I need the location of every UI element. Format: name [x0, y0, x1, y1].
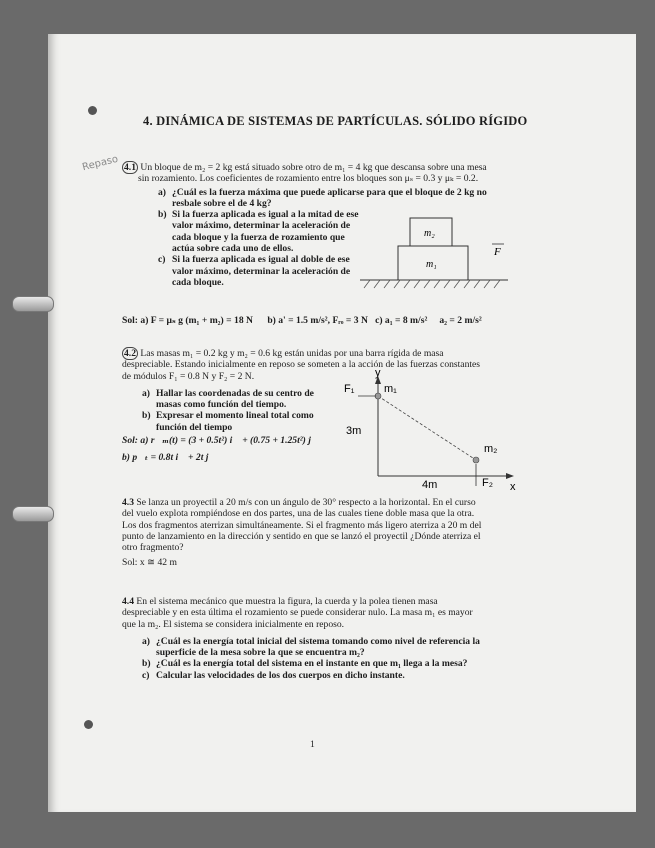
masses-figure — [338, 368, 518, 490]
item-label: a) — [142, 635, 150, 647]
solution-4-3: Sol: x ≅ 42 m — [122, 557, 177, 569]
binder-ring-top — [12, 296, 54, 312]
question-line: valor máximo, determinar la aceleración de — [172, 265, 351, 277]
question-line: ¿Cuál es la energía total del sistema en el instante en que m₁ llega a la mesa? — [156, 658, 468, 670]
section-title: 4. DINÁMICA DE SISTEMAS DE PARTÍCULAS. SÓLIDO RÍGIDO — [143, 114, 528, 128]
item-label: c) — [158, 254, 166, 266]
label-F1: F₁ — [344, 383, 355, 395]
question-line: Si la fuerza aplicada es igual al doble de ese — [172, 254, 350, 266]
binder-ring-bottom — [12, 506, 54, 522]
label-4m: 4m — [422, 479, 438, 490]
question-line: Expresar el momento lineal total como — [156, 410, 314, 422]
question-line: Si la fuerza aplicada es igual a la mitad de ese — [172, 209, 359, 221]
problem-line: despreciable y en esta última el rozamiento se puede considerar nulo. La masa m₁ es mayor — [122, 607, 473, 619]
page-number: 1 — [310, 739, 315, 750]
axis-label-x: x — [510, 481, 516, 490]
problem-intro-line: sin rozamiento. Los coeficientes de rozamiento entre los bloques son μₛ = 0.3 y μₖ = 0.2. — [138, 173, 479, 185]
problem-line: En el sistema mecánico que muestra la figura, la cuerda y la polea tienen masa — [136, 596, 438, 607]
problem-4-4 — [122, 596, 584, 681]
problem-line: punto de lanzamiento en la dirección y sentido en que se lanzó el proyectil ¿Dónde aterriza el — [122, 530, 481, 542]
punch-hole-top — [88, 106, 97, 115]
solution-4-1: Sol: a) F = μₛ g (m₁ + m₂) = 18 N b) a' = 1.5 m/s², Fᵣₒ = 3 N c) a₁ = 8 m/s² a₂ = 2 m/s² — [122, 315, 482, 326]
solution-4-2-b: b) p⃗ₜ = 0.8t i⃗ + 2t j⃗ — [122, 452, 216, 464]
problem-line: otro fragmento? — [122, 542, 184, 554]
mass-m2 — [473, 457, 479, 463]
question-line: ¿Cuál es la fuerza máxima que puede aplicarse para que el bloque de 2 kg no — [172, 186, 487, 198]
question-line: resbale sobre el de 4 kg? — [172, 197, 272, 209]
item-label: c) — [142, 669, 150, 681]
ground-hatching — [364, 280, 500, 288]
problem-number: 4.3 — [122, 497, 134, 508]
label-m2: m₂ — [424, 228, 435, 239]
label-m1: m₁ — [426, 259, 437, 270]
question-line: función del tiempo — [156, 421, 233, 433]
question-line: cada bloque y la fuerza de rozamiento que — [172, 231, 345, 243]
problem-intro-line: Las masas m₁ = 0.2 kg y m₂ = 0.6 kg están unidas por una barra rígida de masa — [140, 348, 444, 359]
label-F2: F₂ — [482, 477, 493, 489]
blocks-figure — [358, 210, 518, 300]
problem-intro-line: Un bloque de m₂ = 2 kg está situado sobre otro de m₁ = 4 kg que descansa sobre una mesa — [140, 162, 487, 173]
paper-sheet — [48, 34, 636, 812]
punch-hole-bottom — [84, 720, 93, 729]
problem-number: 4.1 — [124, 162, 136, 173]
label-force-F: F — [494, 246, 501, 258]
problem-intro-line: despreciable. Estando inicialmente en reposo se someten a la acción de las fuerzas constantes — [122, 359, 481, 371]
question-line: Calcular las velocidades de los dos cuerpos en dicho instante. — [156, 669, 405, 681]
axis-label-y: y — [375, 368, 381, 379]
item-label: b) — [142, 658, 151, 670]
x-axis-arrow — [506, 473, 514, 479]
question-line: superficie de la mesa sobre la que se encuentra m₂? — [156, 647, 365, 659]
problem-intro-line: de módulos F₁ = 0.8 N y F₂ = 2 N. — [122, 370, 255, 382]
problem-4-3 — [122, 497, 584, 569]
problem-line: Se lanza un proyectil a 20 m/s con un ángulo de 30° respecto a la horizontal. En el curso — [136, 497, 476, 508]
problem-number: 4.4 — [122, 596, 134, 607]
item-label: a) — [142, 387, 150, 399]
question-line: masas como función del tiempo. — [156, 399, 287, 411]
handwritten-note: Repaso — [81, 153, 120, 174]
problem-line: Los dos fragmentos aterrizan simultáneamente. Si el fragmento más ligero aterriza a 20 m del — [122, 519, 482, 531]
question-line: valor máximo, determinar la aceleración de — [172, 220, 351, 232]
item-label: b) — [142, 410, 151, 422]
solution-4-2-a: Sol: a) r⃗ₘ(t) = (3 + 0.5t²) i⃗ + (0.75 + 1.25t²) j⃗ — [122, 435, 319, 447]
item-label: b) — [158, 209, 167, 221]
label-3m: 3m — [346, 425, 362, 437]
problem-line: del vuelo explota rompiéndose en dos partes, una de las cuales tiene doble masa que la otra. — [122, 508, 475, 520]
question-line: Hallar las coordenadas de su centro de — [156, 387, 314, 399]
question-line: actúa sobre cada uno de ellos. — [172, 243, 294, 255]
problem-number: 4.2 — [124, 348, 136, 359]
label-m2: m₂ — [484, 443, 498, 455]
question-line: cada bloque. — [172, 276, 224, 288]
label-m1: m₁ — [384, 383, 397, 395]
rigid-bar — [378, 396, 476, 460]
item-label: a) — [158, 186, 166, 198]
problem-line: que la m₂. El sistema se considera inicialmente en reposo. — [122, 618, 345, 630]
question-line: ¿Cuál es la energía total inicial del sistema tomando como nivel de referencia la — [156, 635, 480, 647]
